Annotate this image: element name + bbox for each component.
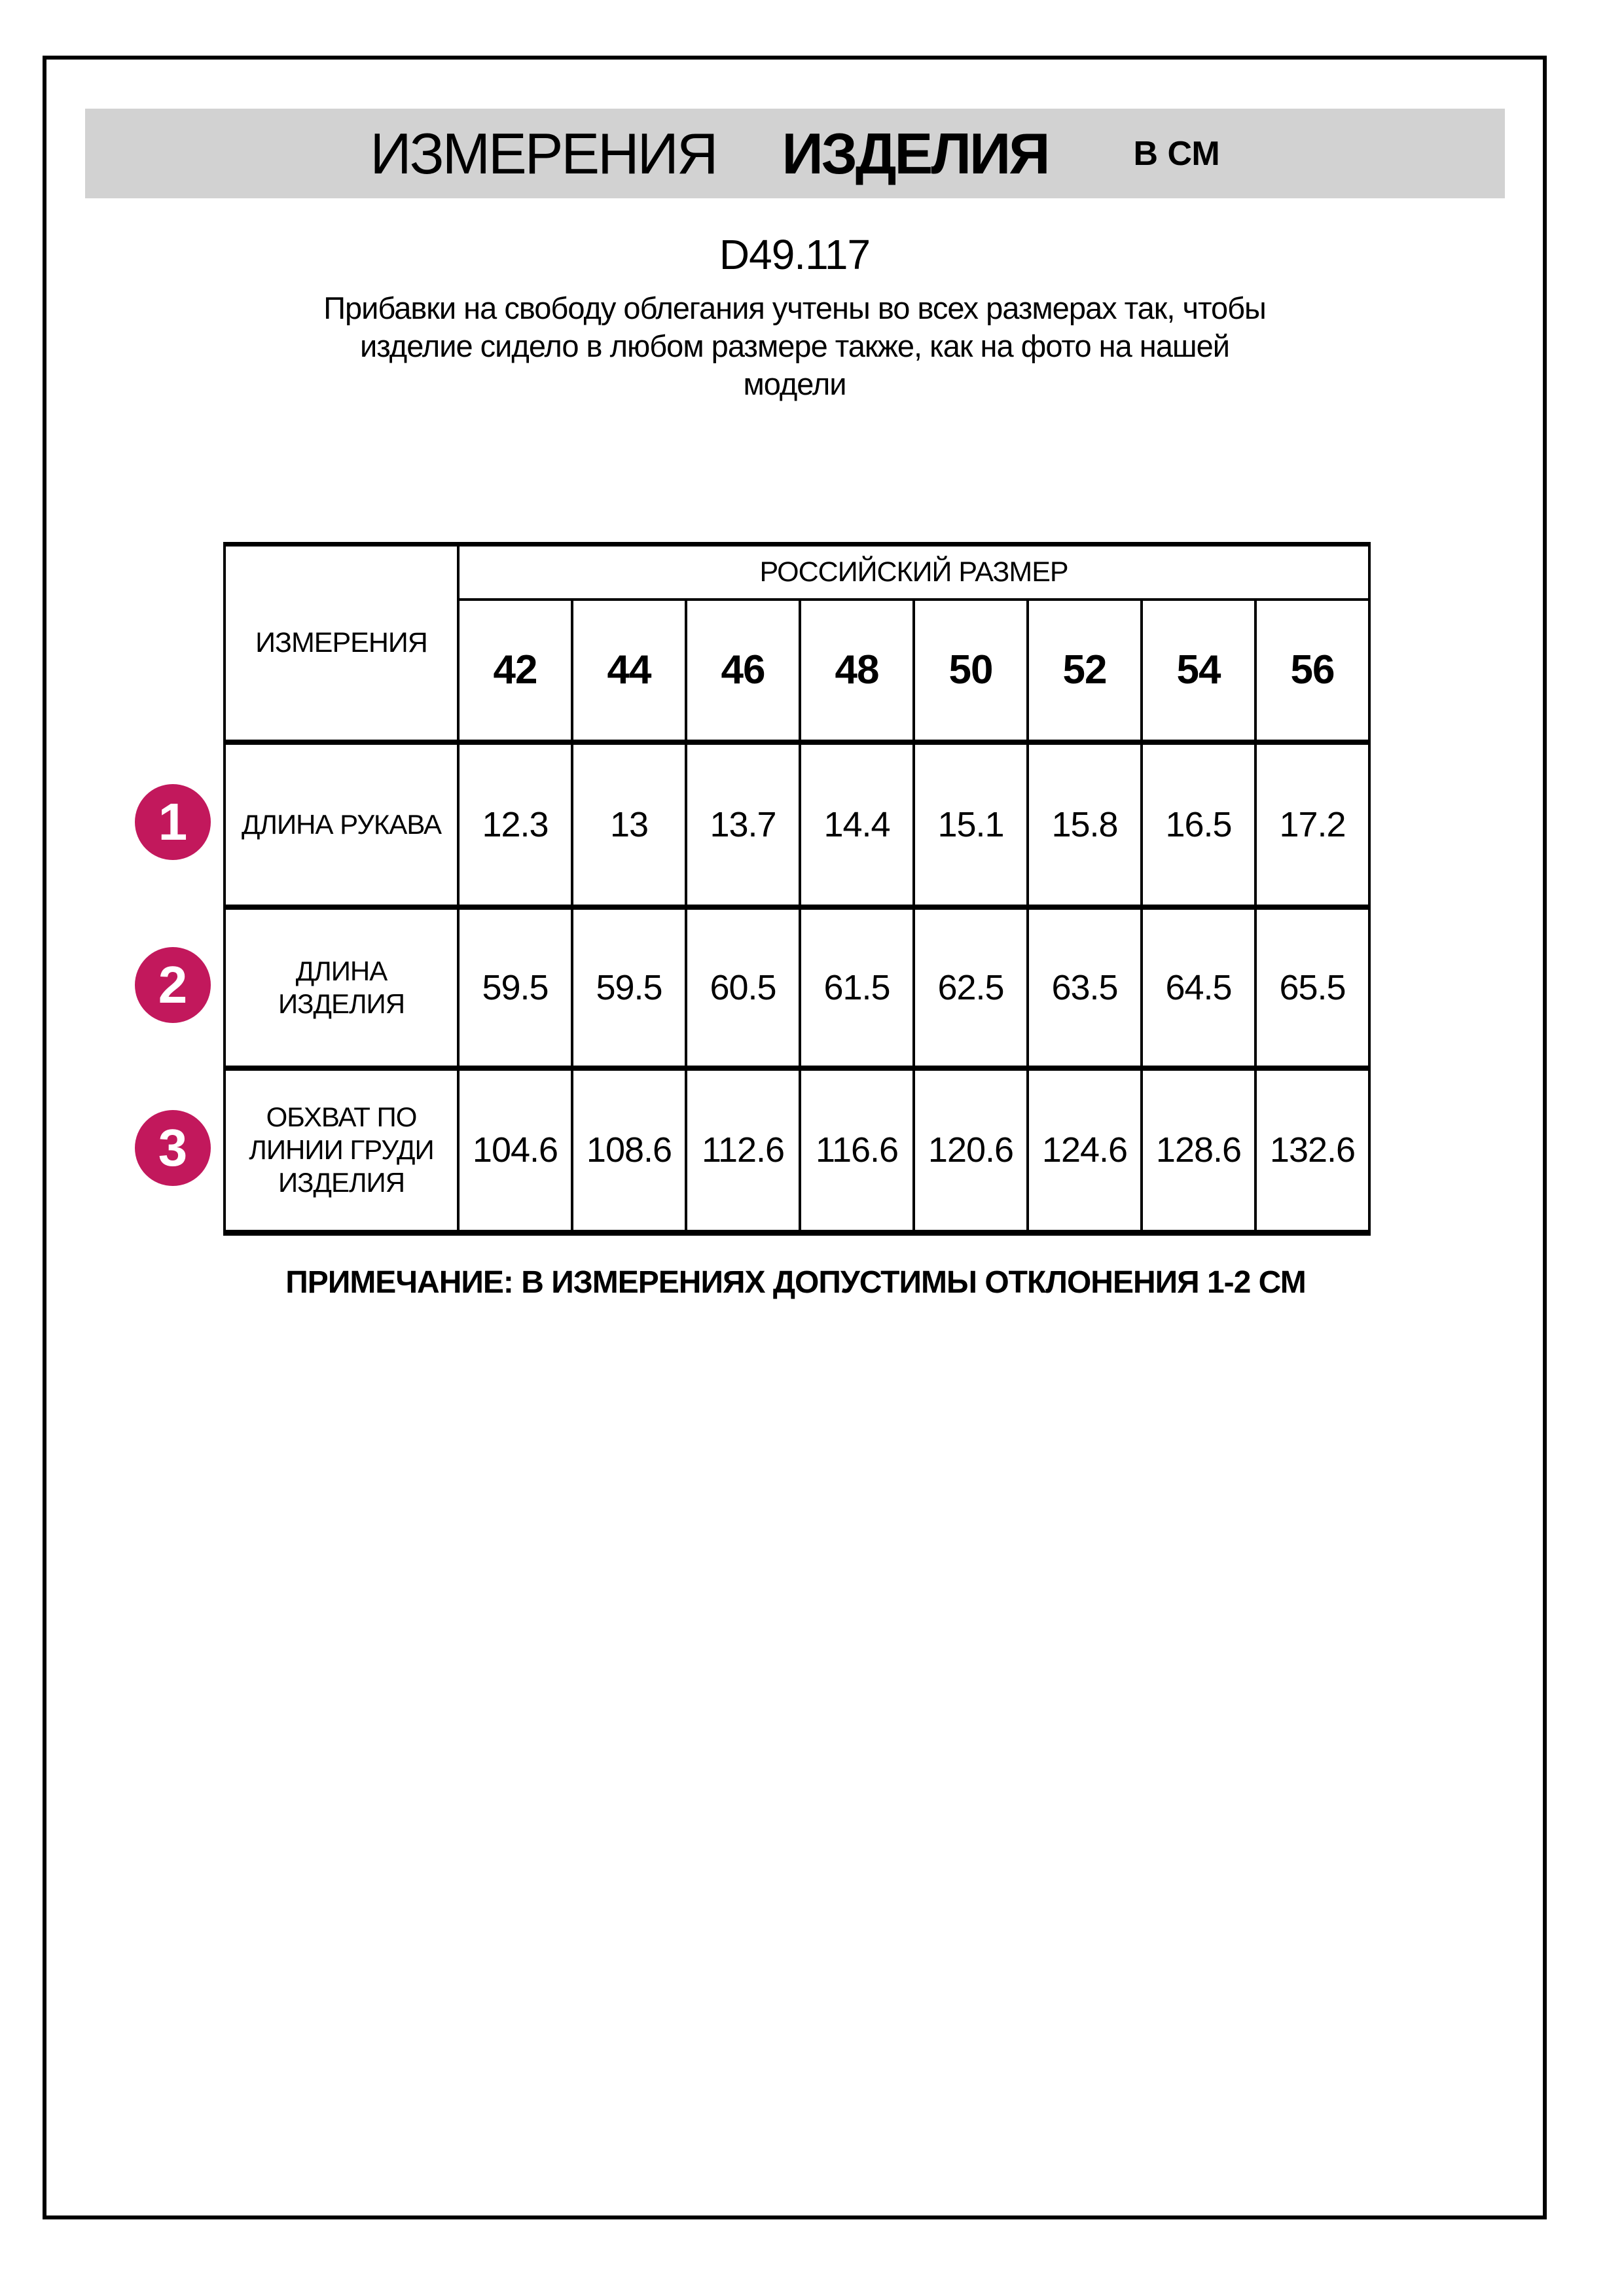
- size-column-header-50: 50: [914, 600, 1028, 742]
- title-bar: [85, 109, 1505, 198]
- value-cell: 60.5: [686, 907, 800, 1068]
- size-column-header-46: 46: [686, 600, 800, 742]
- value-cell: 12.3: [458, 742, 572, 907]
- title-unit-cm: В СМ: [1133, 134, 1220, 173]
- row-label-line: ДЛИНА: [295, 955, 388, 986]
- row-label-line: ЛИНИИ ГРУДИ: [249, 1134, 434, 1166]
- value-cell: 59.5: [458, 907, 572, 1068]
- row-number-badge-3: 3: [135, 1110, 211, 1186]
- russian-size-header-cell: РОССИЙСКИЙ РАЗМЕР: [458, 545, 1369, 600]
- tolerance-note: ПРИМЕЧАНИЕ: В ИЗМЕРЕНИЯХ ДОПУСТИМЫ ОТКЛОНЕНИЯ 1-2 СМ: [285, 1265, 1306, 1300]
- table-header-row-group: [225, 545, 1369, 600]
- size-column-header-44: 44: [572, 600, 686, 742]
- title-word-measurements: ИЗМЕРЕНИЯ: [370, 120, 717, 186]
- value-cell: 15.1: [914, 742, 1028, 907]
- intro-paragraph: [43, 289, 1547, 403]
- value-cell: 128.6: [1142, 1068, 1255, 1233]
- product-code: D49.117: [719, 231, 871, 278]
- value-cell: 14.4: [800, 742, 914, 907]
- size-column-header-54: 54: [1142, 600, 1255, 742]
- table-row-item-length: [225, 907, 1369, 1068]
- row-label-line: ОБХВАТ ПО: [266, 1102, 417, 1133]
- value-cell: 65.5: [1255, 907, 1369, 1068]
- intro-line-1: Прибавки на свободу облегания учтены во всех размерах так, чтобы: [323, 291, 1266, 325]
- intro-line-2: изделие сидело в любом размере также, как на фото на нашей: [360, 329, 1229, 363]
- value-cell: 64.5: [1142, 907, 1255, 1068]
- value-cell: 15.8: [1028, 742, 1142, 907]
- value-cell: 63.5: [1028, 907, 1142, 1068]
- row-label-line: ИЗДЕЛИЯ: [278, 1167, 405, 1198]
- title-word-product: ИЗДЕЛИЯ: [782, 120, 1049, 186]
- value-cell: 116.6: [800, 1068, 914, 1233]
- row-label-sleeve-length: [225, 742, 458, 907]
- size-column-header-56: 56: [1255, 600, 1369, 742]
- row-label-line: ИЗДЕЛИЯ: [278, 988, 405, 1019]
- row-number-badge-2: 2: [135, 947, 211, 1023]
- measurements-corner-cell: ИЗМЕРЕНИЯ: [225, 545, 458, 742]
- value-cell: 62.5: [914, 907, 1028, 1068]
- value-cell: 104.6: [458, 1068, 572, 1233]
- row-label-chest-girth: [225, 1068, 458, 1233]
- value-cell: 112.6: [686, 1068, 800, 1233]
- value-cell: 120.6: [914, 1068, 1028, 1233]
- intro-line-3: модели: [743, 367, 846, 401]
- row-label-item-length: [225, 907, 458, 1068]
- value-cell: 17.2: [1255, 742, 1369, 907]
- value-cell: 16.5: [1142, 742, 1255, 907]
- size-column-header-52: 52: [1028, 600, 1142, 742]
- value-cell: 59.5: [572, 907, 686, 1068]
- size-column-header-48: 48: [800, 600, 914, 742]
- table-row-chest-girth: [225, 1068, 1369, 1233]
- value-cell: 61.5: [800, 907, 914, 1068]
- size-column-header-42: 42: [458, 600, 572, 742]
- value-cell: 124.6: [1028, 1068, 1142, 1233]
- value-cell: 108.6: [572, 1068, 686, 1233]
- value-cell: 132.6: [1255, 1068, 1369, 1233]
- table-row-sleeve-length: [225, 742, 1369, 907]
- value-cell: 13.7: [686, 742, 800, 907]
- value-cell: 13: [572, 742, 686, 907]
- row-label-line: ДЛИНА РУКАВА: [241, 808, 442, 840]
- size-table: [223, 542, 1371, 1236]
- row-number-badge-1: 1: [135, 784, 211, 860]
